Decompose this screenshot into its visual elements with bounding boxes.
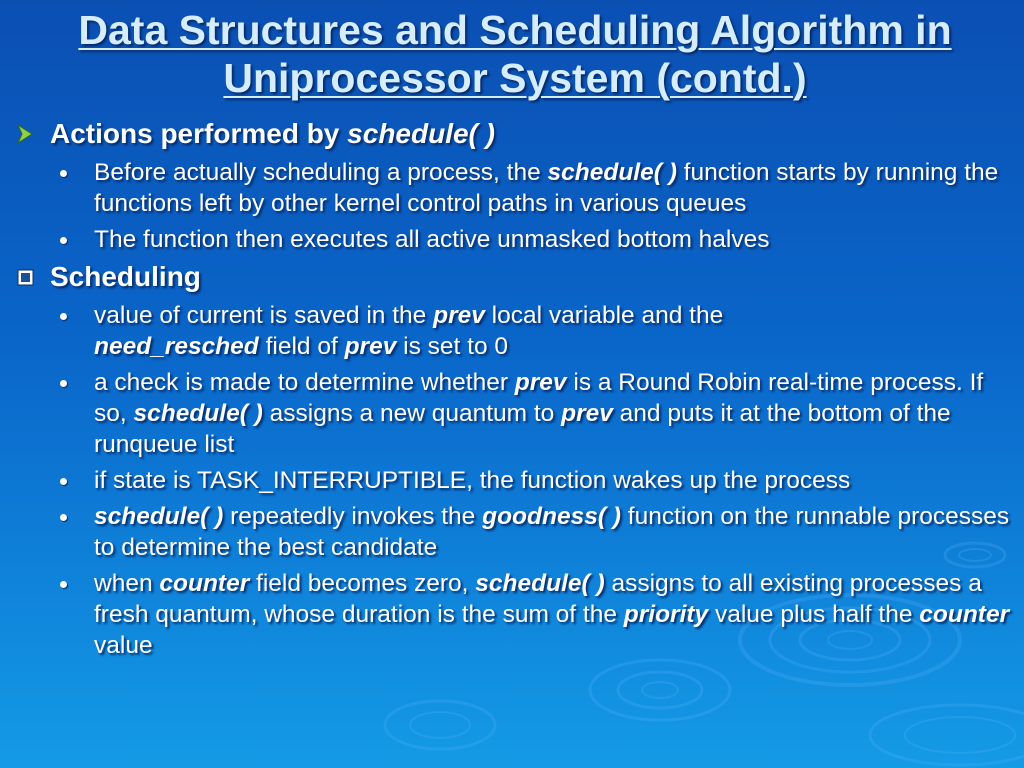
bullet-text: Before actually scheduling a process, the — [94, 159, 548, 186]
slide-title — [20, 6, 1010, 102]
title-line-1: Data Structures and Scheduling Algorithm in — [78, 7, 952, 53]
bullet-dot-icon — [60, 380, 67, 387]
title-line-2: Uniprocessor System (contd.) — [223, 55, 807, 101]
emphasized-term: prev — [514, 369, 567, 396]
bullet-text: local variable and the — [484, 302, 724, 329]
bullet-text: function starts by running the functions left by other kernel control paths in various queues — [94, 159, 999, 217]
bullet-dot-icon — [60, 170, 67, 177]
bullet-dot-icon — [60, 514, 67, 521]
bullet-text: is set to 0 — [396, 333, 509, 360]
emphasized-term: schedule( ) — [133, 400, 263, 427]
emphasized-term: priority — [623, 601, 709, 628]
emphasized-term: goodness( ) — [482, 503, 621, 530]
arrow-icon — [12, 116, 38, 152]
bullet-text: field of — [258, 333, 345, 360]
bullet-item — [0, 367, 1024, 460]
bullet-text: is a Round Robin real-time process. If so, — [94, 369, 984, 427]
bullet-text: assigns to all existing processes a fresh quantum, whose duration is the sum of the — [94, 570, 982, 628]
emphasized-term: schedule( ) — [94, 503, 224, 530]
emphasized-term: counter — [159, 570, 250, 597]
bullet-dot-icon — [60, 313, 67, 320]
bullet-dot-icon — [60, 581, 67, 588]
bullet-dot-icon — [60, 237, 67, 244]
bullet-dot-icon — [60, 478, 67, 485]
bullet-text: value plus half the — [708, 601, 920, 628]
emphasized-term: counter — [919, 601, 1010, 628]
emphasized-term: schedule( ) — [475, 570, 605, 597]
bullet-text: function on the runnable processes to determine the best candidate — [94, 503, 1010, 561]
bullet-text: assigns a new quantum to — [262, 400, 562, 427]
bullet-item — [0, 300, 1024, 362]
section-heading-scheduling — [0, 259, 1024, 295]
section-heading-text: Scheduling — [50, 261, 201, 292]
emphasized-term: prev — [561, 400, 613, 427]
emphasized-term: schedule( ) — [547, 159, 677, 186]
section-heading-text: Actions performed by — [50, 118, 348, 149]
bullet-item — [0, 501, 1024, 563]
bullet-text: value of current is saved in the — [94, 302, 434, 329]
section-heading-actions — [0, 116, 1024, 152]
bullet-text: value — [94, 632, 153, 659]
section-heading-italic: schedule( ) — [347, 118, 495, 149]
bullet-text: a check is made to determine whether — [94, 369, 515, 396]
bullet-text: repeatedly invokes the — [223, 503, 483, 530]
slide-content — [0, 114, 1024, 661]
bullet-text: and puts it at the bottom of the runqueue list — [94, 400, 951, 458]
bullet-text: if state is TASK_INTERRUPTIBLE, the function wakes up the process — [94, 467, 851, 494]
emphasized-term: need_resched — [94, 333, 259, 360]
bullet-item — [0, 465, 1024, 496]
bullet-text: field becomes zero, — [249, 570, 476, 597]
bullet-item — [0, 224, 1024, 255]
bullet-text: when — [94, 570, 160, 597]
bullet-item — [0, 157, 1024, 219]
emphasized-term: prev — [433, 302, 485, 329]
bullet-text: The function then executes all active unmasked bottom halves — [94, 226, 770, 253]
emphasized-term: prev — [344, 333, 397, 360]
checkbox-icon — [12, 259, 38, 295]
bullet-item — [0, 568, 1024, 661]
